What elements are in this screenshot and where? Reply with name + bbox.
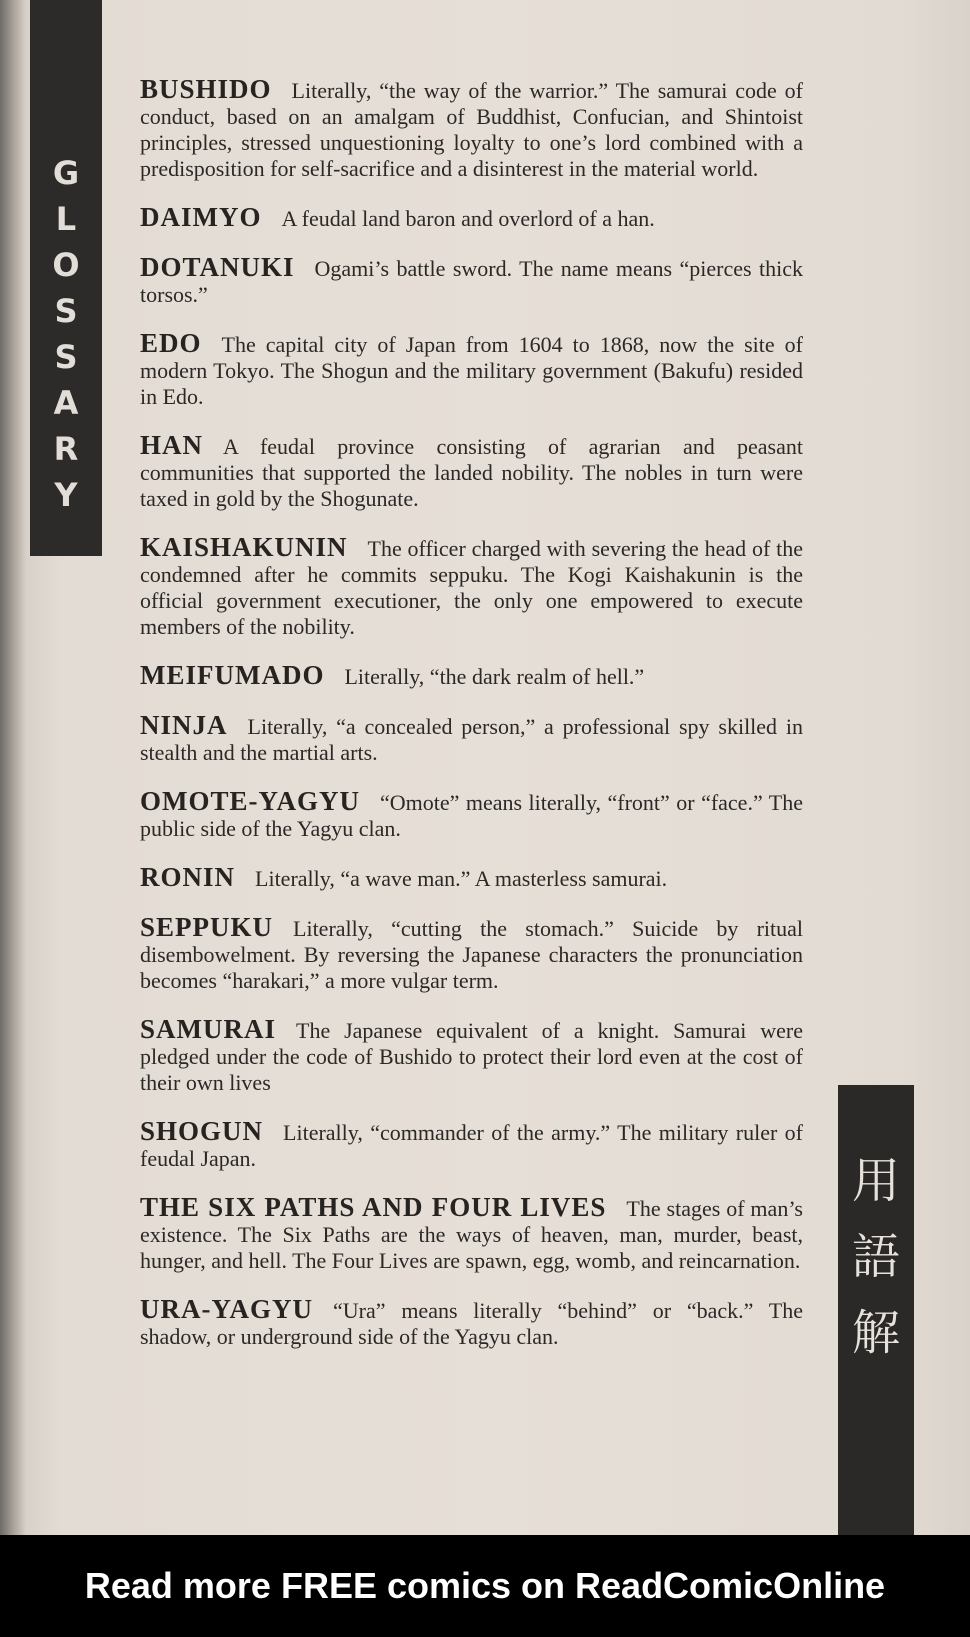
entry-term: KAISHAKUNIN [140,532,348,562]
entry-definition: A feudal land baron and overlord of a han. [281,206,655,231]
glossary-entry [140,788,803,842]
entry-term: NINJA [140,710,228,740]
entry-term: EDO [140,328,202,358]
kanji-character: 用 [851,1153,900,1209]
entry-term: SAMURAI [140,1014,277,1044]
entry-definition: Literally, “a concealed person,” a professional spy skilled in stealth and the martial arts. [140,714,803,765]
entry-definition: The Japanese equivalent of a knight. Samurai were pledged under the code of Bushido to protect their lord even at the cost of their own lives [140,1018,803,1095]
promo-footer-text[interactable]: Read more FREE comics on ReadComicOnline [84,1565,886,1606]
side-tab-letter: O [52,246,80,284]
glossary-entries [140,76,803,1350]
glossary-entry [140,1118,803,1172]
entry-definition: The stages of man’s existence. The Six Paths are the ways of heaven, man, murder, beast, hunger, and hell. The Four Lives are spawn, egg, womb, and reincarnation. [140,1196,803,1273]
side-tab-letter: Y [54,476,78,514]
glossary-side-tab [30,0,102,556]
entry-term: OMOTE-YAGYU [140,786,361,816]
glossary-entry [140,330,803,410]
kanji-side-tab [838,1085,914,1535]
entry-definition: Ogami’s battle sword. The name means “pierces thick torsos.” [140,256,803,307]
glossary-entry [140,432,803,512]
entry-definition: Literally, “cutting the stomach.” Suicide by ritual disembowelment. By reversing the Japanese characters the pronunciation becomes “harakari,” a more vulgar term. [140,916,803,993]
kanji-character: 解 [851,1305,900,1361]
entry-definition: “Omote” means literally, “front” or “face.” The public side of the Yagyu clan. [140,790,803,841]
side-tab-letter: R [53,430,79,468]
side-tab-letter: L [55,200,77,238]
entry-term: SHOGUN [140,1116,264,1146]
entry-definition: The capital city of Japan from 1604 to 1868, now the site of modern Tokyo. The Shogun and the military government (Bakufu) resided in Edo. [140,332,803,409]
kanji-character: 語 [851,1229,900,1285]
entry-term: DOTANUKI [140,252,295,282]
glossary-entry [140,204,803,232]
glossary-entry [140,662,803,690]
entry-term: THE SIX PATHS AND FOUR LIVES [140,1192,607,1222]
entry-term: BUSHIDO [140,74,272,104]
side-tab-letter: S [54,338,78,376]
entry-term: MEIFUMADO [140,660,325,690]
glossary-entry [140,1194,803,1274]
promo-footer-banner[interactable] [0,1535,970,1637]
side-tab-letter: G [52,154,80,192]
entry-definition: The officer charged with severing the head of the condemned after he commits seppuku. The Kogi Kaishakunin is the official government executioner, the only one empowered to execute members of the nobility. [140,536,803,639]
glossary-entry [140,534,803,640]
glossary-entry [140,1296,803,1350]
glossary-entry [140,712,803,766]
entry-term: RONIN [140,862,236,892]
entry-definition: Literally, “the way of the warrior.” The samurai code of conduct, based on an amalgam of Buddhist, Confucian, and Shintoist principles, stressed unquestioning loyalty to one’s lord combined with a predisposition for self-sacrifice and a disinterest in the material world. [140,78,803,181]
glossary-entry [140,76,803,182]
entry-term: HAN [140,430,203,460]
glossary-entry [140,914,803,994]
glossary-entry [140,1016,803,1096]
entry-term: DAIMYO [140,202,262,232]
entry-definition: Literally, “the dark realm of hell.” [344,664,645,689]
side-tab-letter: S [54,292,78,330]
entry-definition: Literally, “commander of the army.” The military ruler of feudal Japan. [140,1120,803,1171]
entry-definition: Literally, “a wave man.” A masterless samurai. [255,866,668,891]
side-tab-letter: A [53,384,79,422]
entry-definition: “Ura” means literally “behind” or “back.” The shadow, or underground side of the Yagyu clan. [140,1298,803,1349]
entry-term: SEPPUKU [140,912,274,942]
entry-term: URA-YAGYU [140,1294,314,1324]
entry-definition: A feudal province consisting of agrarian and peasant communities that supported the landed nobility. The nobles in turn were taxed in gold by the Shogunate. [140,434,803,511]
glossary-entry [140,864,803,892]
glossary-entry [140,254,803,308]
